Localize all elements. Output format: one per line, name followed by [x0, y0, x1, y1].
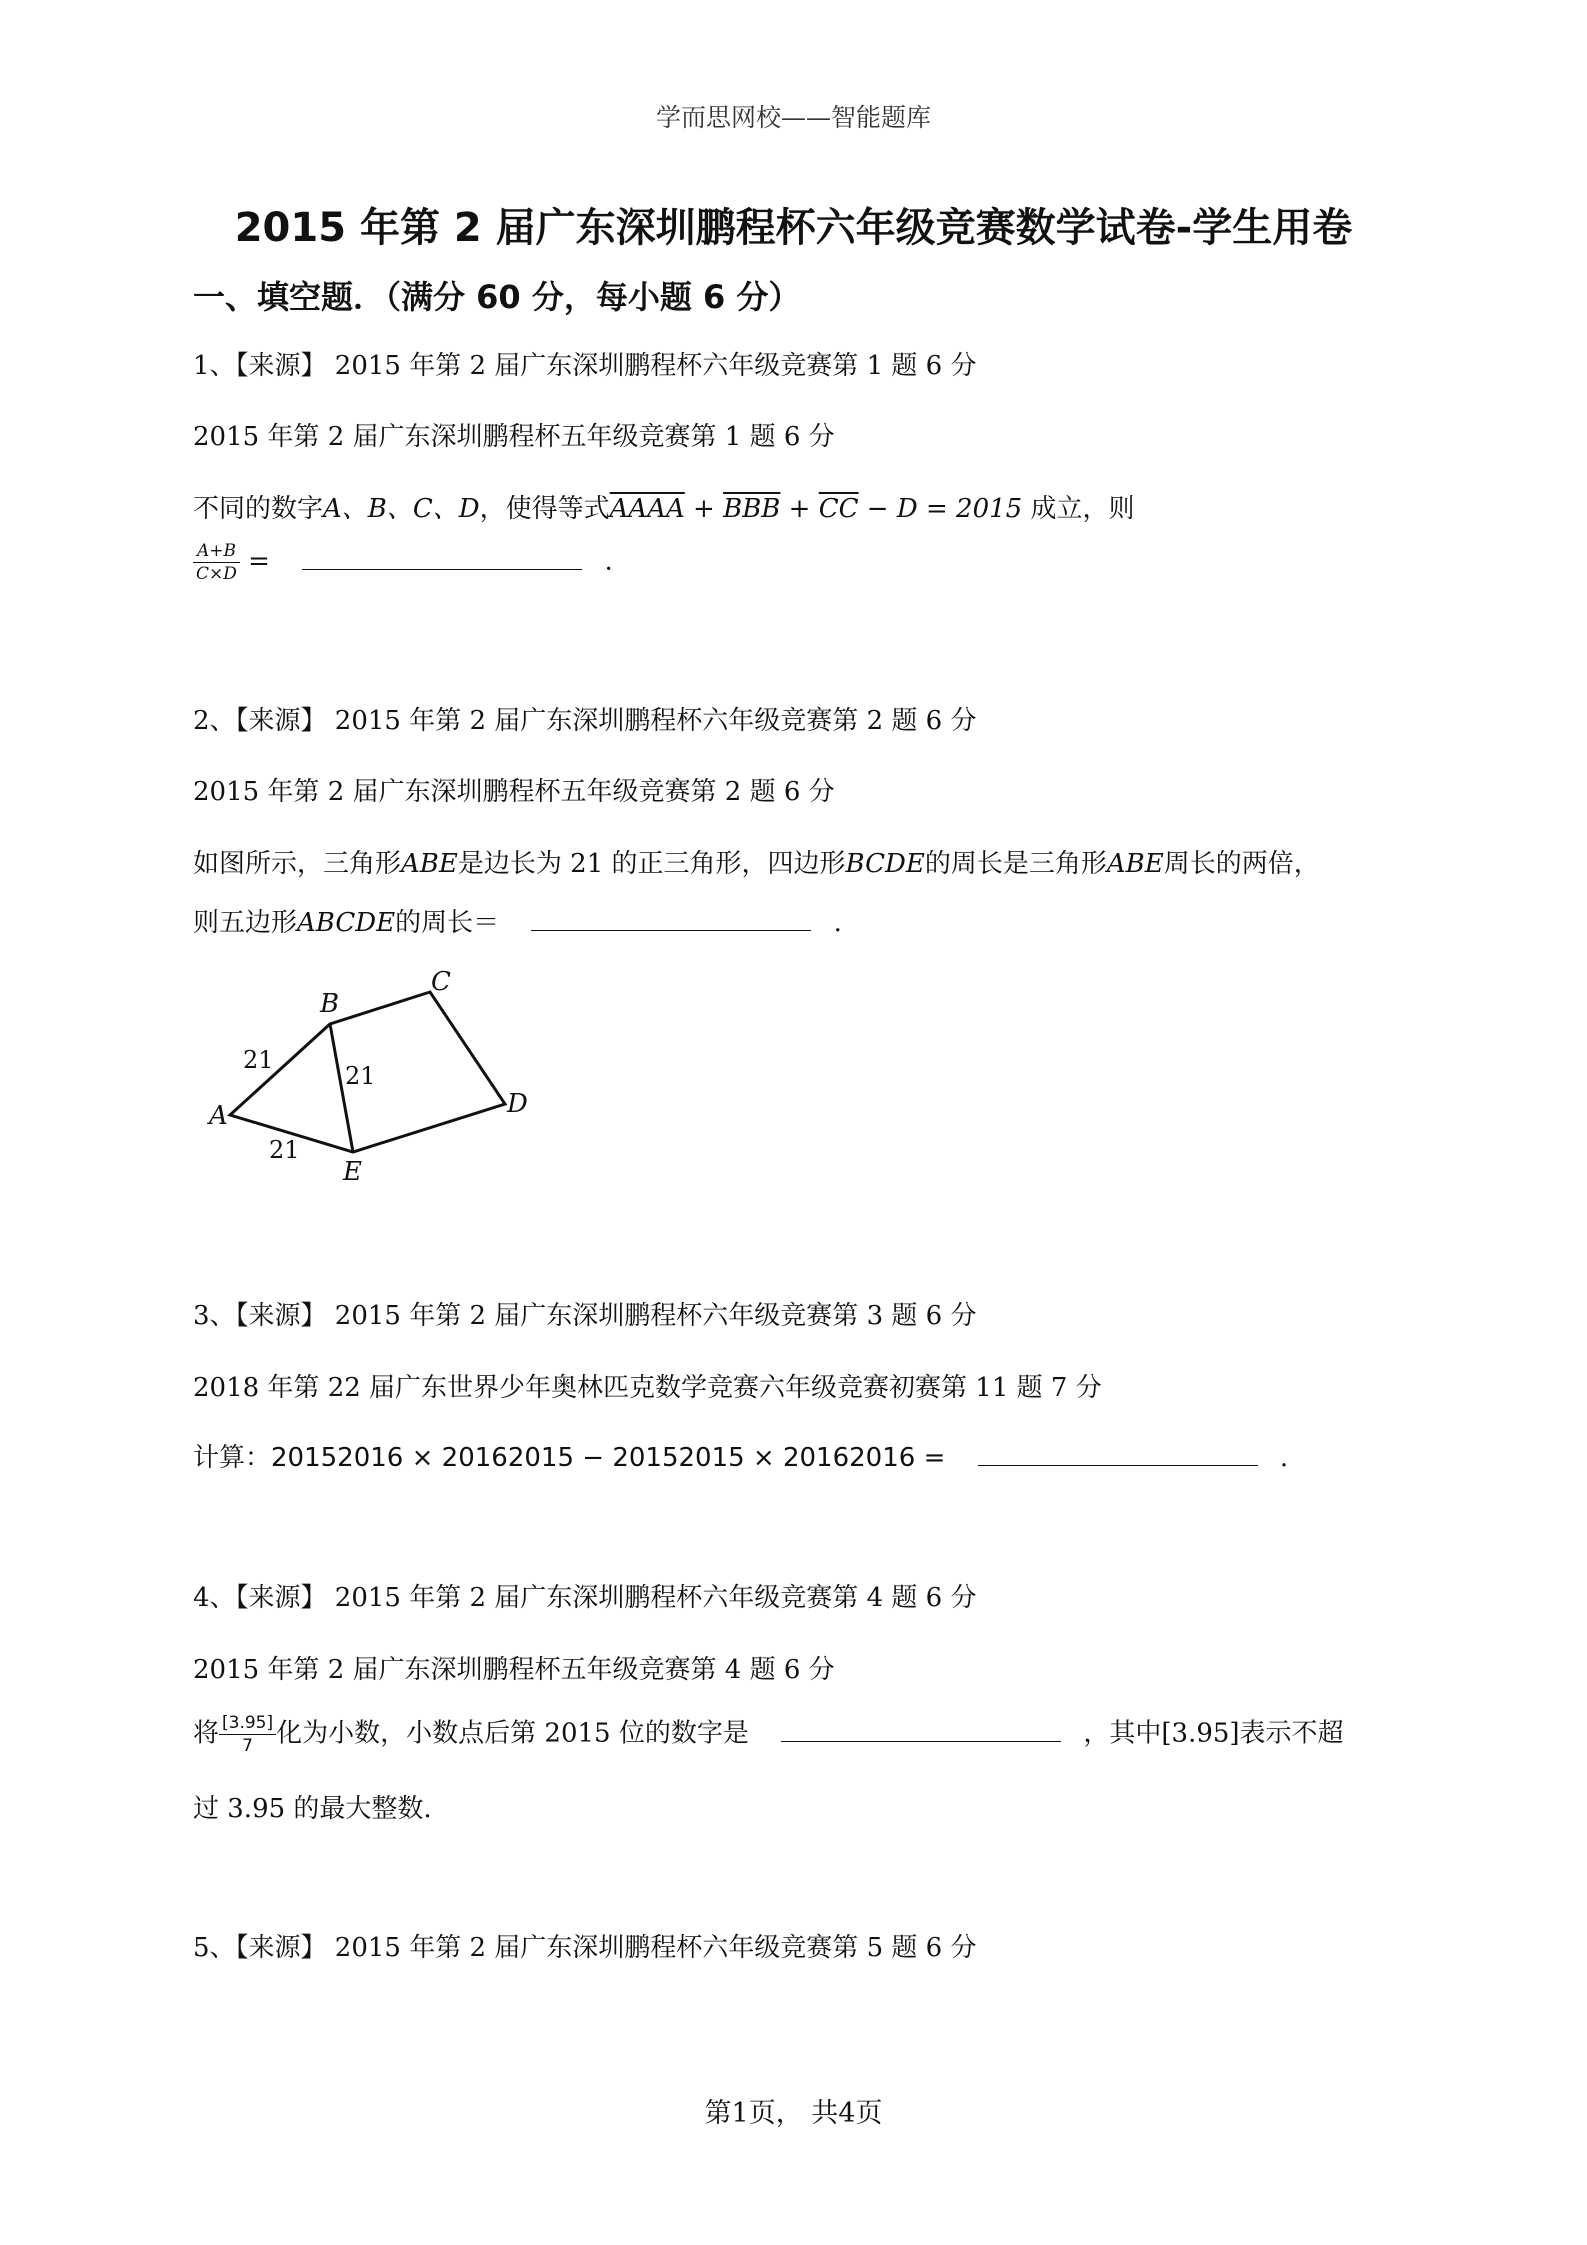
q1-end: . [604, 546, 613, 577]
q2-answer-blank[interactable] [531, 904, 811, 931]
q3-source: 3、【来源】 2015 年第 2 届广东深圳鹏程杯六年级竞赛第 3 题 6 分 [193, 1301, 977, 1331]
q1-vars: A、B、C、D [323, 494, 480, 524]
q1-source-2: 2015 年第 2 届广东深圳鹏程杯五年级竞赛第 1 题 6 分 [193, 422, 835, 452]
q4-text-3: ，其中[3.95]表示不超 [1083, 1718, 1344, 1749]
q4-fraction [219, 1712, 276, 1757]
q1-answer-line [193, 540, 613, 585]
q2-text-5: 则五边形 [193, 908, 298, 938]
q4-frac-bot: 7 [242, 1736, 253, 1757]
q2-answer-line [193, 902, 842, 939]
q1-source: 1、【来源】 2015 年第 2 届广东深圳鹏程杯六年级竞赛第 1 题 6 分 [193, 351, 977, 381]
q2-abe: ABE [401, 849, 458, 879]
q4-statement-cont: 过 3.95 的最大整数. [193, 1794, 432, 1824]
q3-end: . [1279, 1443, 1289, 1473]
q2-source-2: 2015 年第 2 届广东深圳鹏程杯五年级竞赛第 2 题 6 分 [193, 777, 835, 807]
q1-fraction [193, 540, 240, 585]
q4-text-1: 将 [193, 1718, 220, 1749]
q1-answer-blank[interactable] [302, 543, 582, 570]
label-e: E [343, 1157, 362, 1182]
label-a: A [209, 1101, 228, 1131]
label-c: C [431, 967, 451, 997]
q1-frac-bot: C×D [196, 564, 237, 585]
page-title: 2015 年第 2 届广东深圳鹏程杯六年级竞赛数学试卷-学生用卷 [234, 205, 1353, 251]
q2-abcde: ABCDE [297, 908, 396, 938]
q3-label: 计算： [193, 1443, 272, 1473]
q4-statement [193, 1712, 1344, 1757]
q1-aaaa: AAAA [609, 494, 685, 524]
page-header: 学而思网校——智能题库 [655, 103, 931, 132]
q1-equals: = [248, 546, 270, 577]
q2-source: 2、【来源】 2015 年第 2 届广东深圳鹏程杯六年级竞赛第 2 题 6 分 [193, 706, 977, 736]
q1-tail: − D = 2015 [858, 494, 1023, 524]
edge-ab-length: 21 [243, 1046, 274, 1074]
q5-source: 5、【来源】 2015 年第 2 届广东深圳鹏程杯六年级竞赛第 5 题 6 分 [193, 1933, 977, 1963]
q2-text-3: 的周长是三角形 [924, 849, 1107, 879]
q1-cc: $\overline{CC}$ [818, 494, 859, 524]
label-b: B [320, 989, 340, 1019]
q3-source-2: 2018 年第 22 届广东世界少年奥林匹克数学竞赛六年级竞赛初赛第 11 题 7 分 [193, 1373, 1102, 1403]
section-heading: 一、填空题．（满分 60 分，每小题 6 分） [193, 278, 801, 316]
q2-abe-2: ABE [1106, 849, 1164, 879]
q3-expression: 20152016 × 20162015 − 20152015 × 20162016 = [271, 1443, 946, 1473]
q2-statement [193, 843, 1320, 880]
q4-text-2: 化为小数，小数点后第 2015 位的数字是 [276, 1718, 749, 1749]
q1-frac-top: A+B [193, 540, 240, 563]
q1-statement [193, 488, 1134, 525]
q1-text-c: 成立，则 [1022, 494, 1135, 524]
q4-answer-blank[interactable] [781, 1715, 1061, 1742]
label-d: D [507, 1089, 528, 1119]
edge-be-length: 21 [345, 1062, 376, 1090]
q2-end: . [833, 908, 842, 938]
q1-plus-1: + [684, 494, 724, 524]
q2-text-1: 如图所示，三角形 [193, 849, 402, 879]
q1-bbb: $\overline{BBB}$ [723, 494, 781, 524]
pentagon-figure [195, 962, 555, 1182]
q2-text-6: 的周长＝ [395, 908, 500, 938]
q2-bcde: BCDE [845, 849, 925, 879]
q2-text-4: 周长的两倍， [1163, 849, 1320, 879]
q3-answer-blank[interactable] [978, 1439, 1258, 1466]
q3-statement [193, 1437, 1288, 1474]
q1-text-a: 不同的数字 [193, 494, 324, 524]
q4-source: 4、【来源】 2015 年第 2 届广东深圳鹏程杯六年级竞赛第 4 题 6 分 [193, 1583, 977, 1613]
edge-ae-length: 21 [269, 1136, 300, 1164]
q4-source-2: 2015 年第 2 届广东深圳鹏程杯五年级竞赛第 4 题 6 分 [193, 1655, 835, 1685]
q2-text-2: 是边长为 21 的正三角形，四边形 [457, 849, 846, 879]
q1-plus-2: + [780, 494, 819, 524]
q4-frac-top: [3.95] [219, 1712, 276, 1735]
page-footer: 第1页， 共4页 [704, 2098, 883, 2129]
q1-text-b: ，使得等式 [479, 494, 610, 524]
